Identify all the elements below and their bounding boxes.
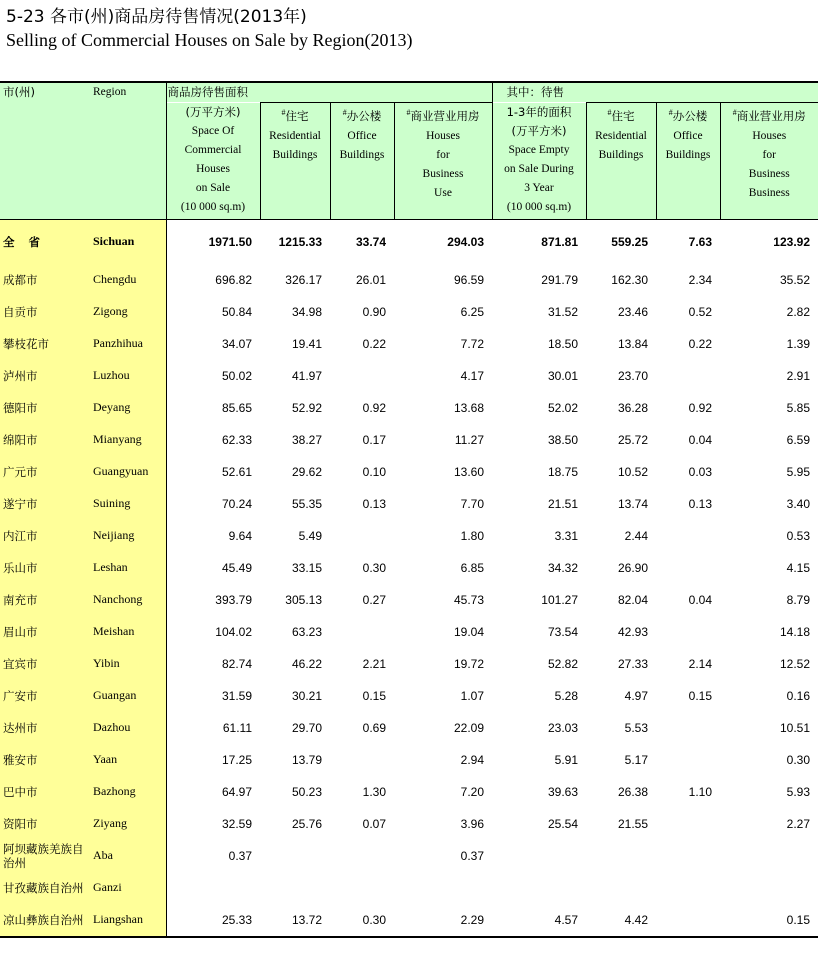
- table-row: [0, 520, 818, 552]
- row-region-en: Sichuan: [91, 219, 166, 264]
- header-line: Houses: [426, 129, 460, 142]
- row-value-cell: 96.59: [453, 272, 484, 287]
- header-line: Houses: [196, 162, 230, 175]
- row-value-cell: 2.82: [786, 304, 810, 319]
- row-value-cell: 7.70: [460, 496, 484, 511]
- header-line: 住宅: [611, 108, 635, 123]
- row-city-cn: 成都市: [0, 264, 91, 296]
- row-value-cell: 1.39: [786, 336, 810, 351]
- row-value-cell: 0.69: [362, 720, 386, 735]
- header-line: Buildings: [665, 148, 711, 161]
- row-value-cell: 34.07: [221, 336, 252, 351]
- row-value-cell: 70.24: [221, 496, 252, 511]
- row-value-cell: 25.33: [166, 904, 260, 937]
- row-value-cell: 61.11: [222, 720, 252, 735]
- row-city-cn: 遂宁市: [0, 488, 91, 520]
- header-line: Space Empty: [508, 143, 570, 156]
- header-line: Commercial: [184, 143, 242, 156]
- row-region-en: Ziyang: [91, 808, 166, 840]
- row-value-cell: [330, 520, 394, 552]
- row-value-cell: 2.29: [394, 904, 492, 937]
- row-value-cell: 2.27: [786, 816, 810, 831]
- table-row: [0, 776, 818, 808]
- row-region-en: Neijiang: [91, 520, 166, 552]
- col-header-office-2: [656, 103, 720, 220]
- header-line: 办公楼: [672, 108, 708, 123]
- row-value-cell: 5.95: [786, 464, 810, 479]
- row-value-cell: 26.90: [617, 560, 648, 575]
- table-row: [0, 296, 818, 328]
- row-value-cell: 34.32: [547, 560, 578, 575]
- table-row: [0, 360, 818, 392]
- row-value-cell: 1.30: [362, 784, 386, 799]
- row-region-en: Nanchong: [91, 584, 166, 616]
- row-value-cell: 871.81: [541, 234, 578, 249]
- row-value-cell: 25.54: [547, 816, 578, 831]
- row-value-cell: 1215.33: [278, 234, 322, 249]
- row-value-cell: 5.28: [554, 688, 578, 703]
- header-line: Buildings: [272, 148, 318, 161]
- table-row: [0, 616, 818, 648]
- row-value-cell: 38.50: [547, 432, 578, 447]
- page-title-english: Selling of Commercial Houses on Sale by Region(2013): [6, 30, 413, 50]
- row-value-cell: 4.15: [786, 560, 810, 575]
- row-region-en: Yibin: [91, 648, 166, 680]
- row-value-cell: [586, 872, 656, 904]
- row-value-cell: 13.68: [453, 400, 484, 415]
- row-value-cell: 19.72: [453, 656, 484, 671]
- header-line: Space Of: [191, 124, 235, 137]
- header-line: 办公楼: [346, 108, 382, 123]
- row-value-cell: 50.23: [291, 784, 322, 799]
- col-header-residential-2: [586, 103, 656, 220]
- col-header-office: [330, 103, 394, 220]
- table-body: [0, 219, 818, 937]
- row-value-cell: 104.02: [215, 624, 252, 639]
- row-value-cell: 21.55: [617, 816, 648, 831]
- header-line: 3 Year: [524, 181, 554, 194]
- row-value-cell: 23.70: [617, 368, 648, 383]
- row-value-cell: 52.82: [547, 656, 578, 671]
- col-header-business: [394, 103, 492, 220]
- row-value-cell: 7.63: [688, 234, 712, 249]
- row-value-cell: 0.16: [786, 688, 810, 703]
- row-value-cell: 0.27: [362, 592, 386, 607]
- row-value-cell: 6.59: [786, 432, 810, 447]
- row-value-cell: 0.13: [688, 496, 712, 511]
- row-value-cell: 6.85: [460, 560, 484, 575]
- table-row: [0, 872, 818, 904]
- row-value-cell: [492, 840, 586, 872]
- row-value-cell: 123.92: [773, 234, 810, 249]
- row-value-cell: 5.93: [786, 784, 810, 799]
- col-header-city: 市(州): [0, 82, 91, 219]
- table-row: [0, 328, 818, 360]
- header-line: for: [436, 148, 450, 161]
- row-value-cell: [656, 712, 720, 744]
- row-value-cell: 17.25: [221, 752, 252, 767]
- row-value-cell: 393.79: [215, 592, 252, 607]
- row-city-cn: 凉山彝族自治州: [0, 904, 91, 937]
- row-value-cell: 13.72: [260, 904, 330, 937]
- row-value-cell: 12.52: [779, 656, 810, 671]
- table-row: [0, 680, 818, 712]
- table-row: [0, 424, 818, 456]
- row-value-cell: 82.04: [617, 592, 648, 607]
- row-value-cell: [260, 872, 330, 904]
- row-value-cell: 696.82: [215, 272, 252, 287]
- table-row: [0, 584, 818, 616]
- row-value-cell: 0.30: [330, 904, 394, 937]
- table-row: [0, 456, 818, 488]
- row-value-cell: 0.04: [688, 592, 712, 607]
- row-value-cell: 0.30: [786, 752, 810, 767]
- row-value-cell: 52.92: [291, 400, 322, 415]
- row-region-en: Ganzi: [91, 872, 166, 904]
- row-value-cell: [492, 872, 586, 904]
- row-value-cell: 0.92: [362, 400, 386, 415]
- row-value-cell: 7.72: [460, 336, 484, 351]
- header-line: on Sale During: [504, 162, 574, 175]
- row-region-en: Chengdu: [91, 264, 166, 296]
- header-line: Business: [748, 167, 790, 180]
- row-value-cell: 2.34: [688, 272, 712, 287]
- row-value-cell: 73.54: [547, 624, 578, 639]
- header-line: Buildings: [339, 148, 385, 161]
- row-value-cell: [656, 552, 720, 584]
- row-value-cell: 62.33: [221, 432, 252, 447]
- row-city-cn: 泸州市: [0, 360, 91, 392]
- header-line: Buildings: [598, 148, 644, 161]
- row-city-cn: 自贡市: [0, 296, 91, 328]
- row-region-en: Suining: [91, 488, 166, 520]
- row-value-cell: 50.84: [221, 304, 252, 319]
- header-line: 商业营业用房: [410, 108, 480, 123]
- row-value-cell: 34.98: [291, 304, 322, 319]
- row-value-cell: 13.79: [291, 752, 322, 767]
- row-value-cell: [656, 616, 720, 648]
- row-value-cell: 25.76: [291, 816, 322, 831]
- row-value-cell: 0.03: [688, 464, 712, 479]
- row-region-en: Panzhihua: [91, 328, 166, 360]
- row-value-cell: 305.13: [285, 592, 322, 607]
- row-value-cell: 4.97: [624, 688, 648, 703]
- row-value-cell: 2.94: [460, 752, 484, 767]
- row-value-cell: [656, 840, 720, 872]
- row-value-cell: 32.59: [221, 816, 252, 831]
- row-value-cell: [656, 872, 720, 904]
- header-line: Residential: [595, 129, 647, 142]
- row-value-cell: [656, 904, 720, 937]
- row-value-cell: 55.35: [291, 496, 322, 511]
- row-value-cell: 5.91: [554, 752, 578, 767]
- col-header-residential: [260, 103, 330, 220]
- row-value-cell: 19.04: [453, 624, 484, 639]
- header-line: Residential: [269, 129, 321, 142]
- row-value-cell: [656, 808, 720, 840]
- header-line: Office: [673, 129, 703, 142]
- row-value-cell: [330, 872, 394, 904]
- sup-mark: #: [668, 108, 673, 117]
- row-region-en: Guangyuan: [91, 456, 166, 488]
- header-line: (10 000 sq.m): [506, 200, 572, 213]
- row-value-cell: 1.10: [688, 784, 712, 799]
- table-row: [0, 648, 818, 680]
- row-value-cell: 52.02: [547, 400, 578, 415]
- row-value-cell: 0.52: [688, 304, 712, 319]
- row-region-en: Guangan: [91, 680, 166, 712]
- header-line: Business: [748, 186, 790, 199]
- col-header-business-2: [720, 103, 818, 220]
- header-line: Houses: [752, 129, 787, 142]
- col-header-space-on-sale: [166, 103, 260, 220]
- row-value-cell: 9.64: [228, 528, 252, 543]
- table-row: [0, 712, 818, 744]
- row-region-en: Aba: [91, 840, 166, 872]
- row-region-en: Meishan: [91, 616, 166, 648]
- header-line: Use: [434, 186, 452, 199]
- row-value-cell: 41.97: [291, 368, 322, 383]
- row-city-cn: 甘孜藏族自治州: [0, 872, 91, 904]
- row-value-cell: 326.17: [285, 272, 322, 287]
- row-value-cell: 31.52: [547, 304, 578, 319]
- row-value-cell: 18.50: [547, 336, 578, 351]
- table-row: [0, 552, 818, 584]
- row-city-cn: 资阳市: [0, 808, 91, 840]
- row-value-cell: 31.59: [221, 688, 252, 703]
- row-value-cell: 559.25: [611, 234, 648, 249]
- unit-label-cn: (万平方米): [185, 104, 241, 119]
- row-region-en: Dazhou: [91, 712, 166, 744]
- row-value-cell: 1971.50: [208, 234, 252, 249]
- row-region-en: Leshan: [91, 552, 166, 584]
- row-value-cell: 38.27: [291, 432, 322, 447]
- row-value-cell: 42.93: [617, 624, 648, 639]
- row-value-cell: [394, 872, 492, 904]
- table-row: [0, 840, 818, 872]
- sup-mark: #: [732, 108, 737, 117]
- row-value-cell: 23.03: [547, 720, 578, 735]
- row-value-cell: 0.22: [688, 336, 712, 351]
- table-row: [0, 488, 818, 520]
- row-value-cell: 0.07: [362, 816, 386, 831]
- row-value-cell: 0.15: [362, 688, 386, 703]
- sup-mark: #: [342, 108, 347, 117]
- row-value-cell: 0.92: [688, 400, 712, 415]
- row-city-cn: 内江市: [0, 520, 91, 552]
- row-value-cell: 291.79: [541, 272, 578, 287]
- row-value-cell: 1.80: [460, 528, 484, 543]
- table-row: [0, 904, 818, 937]
- col-header-space-empty-group: 其中：待售: [492, 82, 818, 103]
- row-value-cell: 5.53: [624, 720, 648, 735]
- row-region-en: Deyang: [91, 392, 166, 424]
- row-value-cell: 10.52: [617, 464, 648, 479]
- header-line: on Sale: [195, 181, 231, 194]
- row-region-en: Liangshan: [91, 904, 166, 937]
- row-value-cell: [720, 840, 818, 872]
- row-value-cell: 4.42: [586, 904, 656, 937]
- row-value-cell: [656, 360, 720, 392]
- row-value-cell: 2.91: [786, 368, 810, 383]
- row-value-cell: 2.44: [624, 528, 648, 543]
- table-row: [0, 808, 818, 840]
- row-value-cell: [330, 840, 394, 872]
- row-value-cell: 82.74: [221, 656, 252, 671]
- row-value-cell: 0.15: [720, 904, 818, 937]
- row-value-cell: 2.14: [688, 656, 712, 671]
- row-city-cn: 广安市: [0, 680, 91, 712]
- row-value-cell: 5.17: [624, 752, 648, 767]
- row-city-cn: 达州市: [0, 712, 91, 744]
- row-city-cn: 绵阳市: [0, 424, 91, 456]
- row-value-cell: 1.07: [460, 688, 484, 703]
- row-value-cell: 0.90: [362, 304, 386, 319]
- row-value-cell: 3.31: [554, 528, 578, 543]
- row-value-cell: 13.60: [453, 464, 484, 479]
- page-title-chinese: 5-23 各市(州)商品房待售情况(2013年): [6, 7, 307, 27]
- row-city-cn: 眉山市: [0, 616, 91, 648]
- header-line: Business: [422, 167, 464, 180]
- row-city-cn: 德阳市: [0, 392, 91, 424]
- row-city-cn: 巴中市: [0, 776, 91, 808]
- table-row: [0, 744, 818, 776]
- row-value-cell: [656, 520, 720, 552]
- statistics-table: [0, 81, 818, 938]
- row-region-en: Yaan: [91, 744, 166, 776]
- row-value-cell: 23.46: [617, 304, 648, 319]
- row-value-cell: 162.30: [611, 272, 648, 287]
- row-value-cell: 36.28: [617, 400, 648, 415]
- row-value-cell: 3.40: [786, 496, 810, 511]
- row-city-cn: 攀枝花市: [0, 328, 91, 360]
- row-value-cell: 39.63: [547, 784, 578, 799]
- sup-mark: #: [607, 108, 612, 117]
- row-value-cell: 29.70: [291, 720, 322, 735]
- row-value-cell: 18.75: [547, 464, 578, 479]
- row-value-cell: 3.96: [460, 816, 484, 831]
- row-value-cell: 0.10: [362, 464, 386, 479]
- row-value-cell: [166, 872, 260, 904]
- row-value-cell: 29.62: [291, 464, 322, 479]
- row-value-cell: 0.53: [786, 528, 810, 543]
- row-value-cell: 14.18: [779, 624, 810, 639]
- row-city-cn: 广元市: [0, 456, 91, 488]
- row-value-cell: 4.17: [460, 368, 484, 383]
- row-value-cell: 0.04: [688, 432, 712, 447]
- row-value-cell: 6.25: [460, 304, 484, 319]
- row-value-cell: 10.51: [779, 720, 810, 735]
- row-value-cell: 50.02: [221, 368, 252, 383]
- col-header-region: Region: [91, 82, 166, 219]
- row-value-cell: [260, 840, 330, 872]
- row-value-cell: 27.33: [617, 656, 648, 671]
- row-value-cell: 4.57: [492, 904, 586, 937]
- col-header-space-empty: [492, 103, 586, 220]
- row-value-cell: 5.49: [298, 528, 322, 543]
- row-value-cell: [330, 360, 394, 392]
- row-value-cell: 52.61: [221, 464, 252, 479]
- header-line: 商业营业用房: [736, 108, 806, 123]
- row-city-cn: 全省: [0, 219, 91, 264]
- sup-mark: #: [406, 108, 411, 117]
- header-line: 1-3年的面积: [506, 104, 572, 119]
- row-value-cell: 0.17: [362, 432, 386, 447]
- row-value-cell: 45.49: [221, 560, 252, 575]
- row-value-cell: 26.01: [355, 272, 386, 287]
- row-value-cell: 19.41: [291, 336, 322, 351]
- row-value-cell: 45.73: [453, 592, 484, 607]
- row-region-en: Bazhong: [91, 776, 166, 808]
- row-value-cell: 25.72: [617, 432, 648, 447]
- row-value-cell: [720, 872, 818, 904]
- table-row: [0, 264, 818, 296]
- row-value-cell: [586, 840, 656, 872]
- row-value-cell: 26.38: [617, 784, 648, 799]
- row-value-cell: 294.03: [447, 234, 484, 249]
- row-value-cell: 0.37: [460, 848, 484, 863]
- col-header-space-on-sale-group: 商品房待售面积: [166, 82, 492, 103]
- row-value-cell: 33.15: [291, 560, 322, 575]
- row-value-cell: 0.15: [688, 688, 712, 703]
- row-value-cell: 7.20: [460, 784, 484, 799]
- row-value-cell: 30.21: [291, 688, 322, 703]
- header-line: Office: [347, 129, 377, 142]
- row-value-cell: 85.65: [221, 400, 252, 415]
- row-region-en: Mianyang: [91, 424, 166, 456]
- row-value-cell: 11.27: [454, 432, 484, 447]
- header-line: 住宅: [285, 108, 309, 123]
- row-value-cell: [330, 616, 394, 648]
- row-value-cell: 5.85: [786, 400, 810, 415]
- row-value-cell: 21.51: [547, 496, 578, 511]
- row-value-cell: 13.74: [617, 496, 648, 511]
- unit-label-cn: (万平方米): [511, 123, 567, 138]
- row-value-cell: [330, 744, 394, 776]
- row-value-cell: 0.37: [228, 848, 252, 863]
- row-value-cell: 22.09: [453, 720, 484, 735]
- row-value-cell: 63.23: [291, 624, 322, 639]
- row-value-cell: 8.79: [786, 592, 810, 607]
- row-value-cell: 30.01: [547, 368, 578, 383]
- header-line: for: [762, 148, 776, 161]
- row-city-cn: 宜宾市: [0, 648, 91, 680]
- row-value-cell: [656, 744, 720, 776]
- row-region-en: Luzhou: [91, 360, 166, 392]
- row-value-cell: 33.74: [355, 234, 386, 249]
- row-value-cell: 35.52: [779, 272, 810, 287]
- row-city-cn: 南充市: [0, 584, 91, 616]
- row-value-cell: 0.30: [362, 560, 386, 575]
- row-city-cn: 乐山市: [0, 552, 91, 584]
- row-city-cn: 雅安市: [0, 744, 91, 776]
- row-value-cell: 46.22: [291, 656, 322, 671]
- row-value-cell: 64.97: [221, 784, 252, 799]
- row-region-en: Zigong: [91, 296, 166, 328]
- row-value-cell: 2.21: [362, 656, 386, 671]
- row-value-cell: 0.22: [362, 336, 386, 351]
- row-city-cn: 阿坝藏族羌族自治州: [0, 840, 91, 872]
- sup-mark: #: [281, 108, 286, 117]
- row-value-cell: 13.84: [617, 336, 648, 351]
- table-row: [0, 392, 818, 424]
- row-value-cell: 0.13: [362, 496, 386, 511]
- header-line: (10 000 sq.m): [180, 200, 246, 213]
- table-row: [0, 219, 818, 264]
- row-value-cell: 101.27: [541, 592, 578, 607]
